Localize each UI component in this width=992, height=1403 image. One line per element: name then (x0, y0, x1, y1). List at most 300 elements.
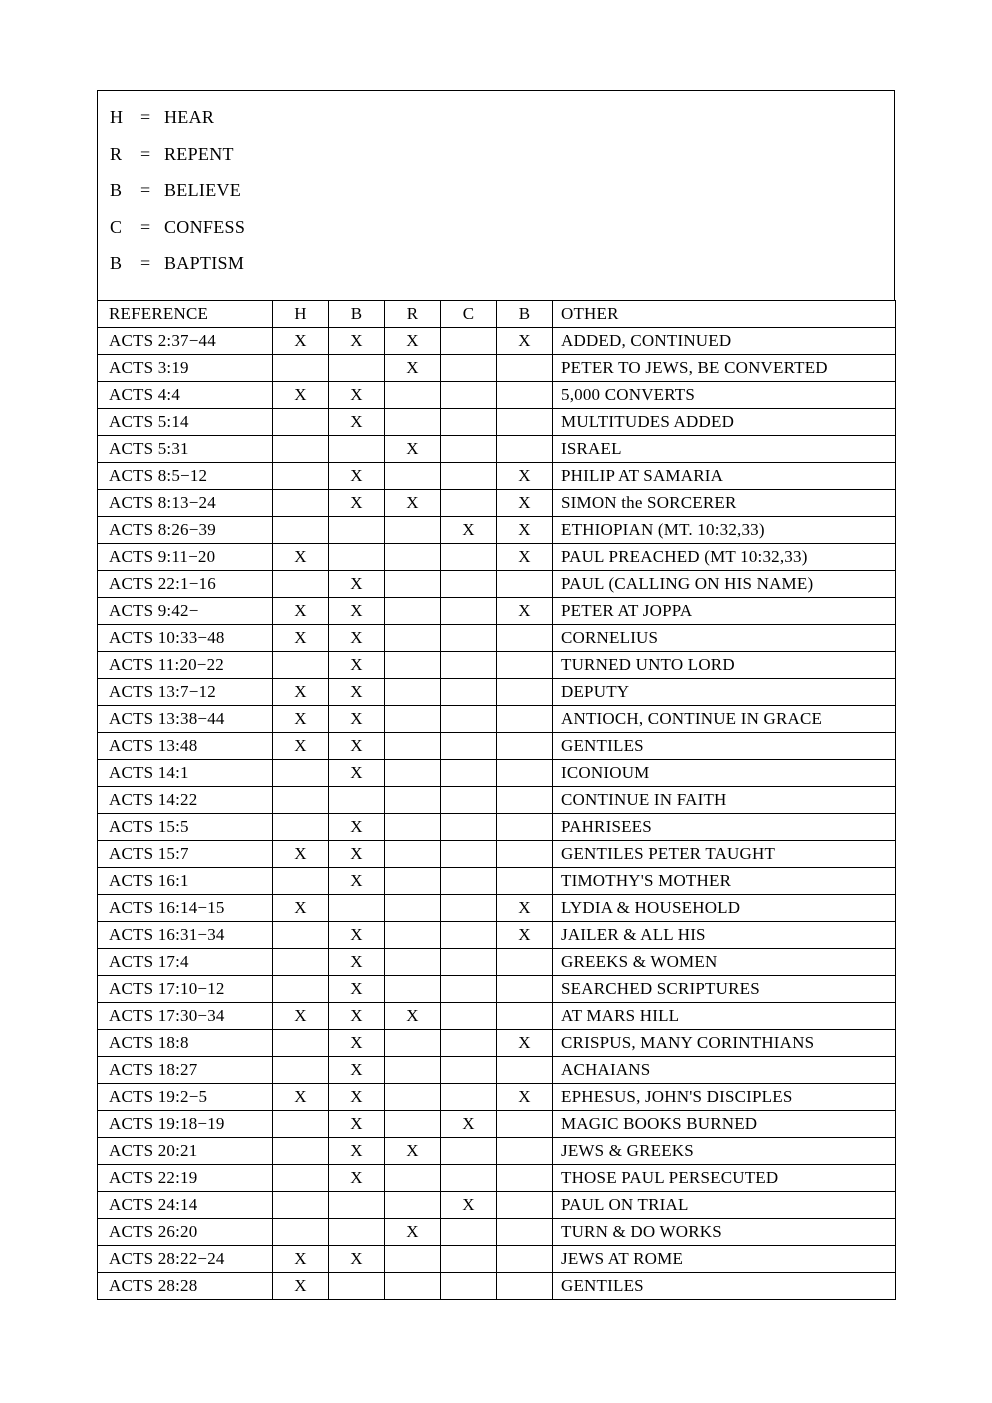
cell-mark-baptism (497, 570, 553, 597)
cell-mark-repent (385, 813, 441, 840)
table-row (98, 597, 896, 624)
cell-mark-hear (273, 1029, 329, 1056)
cell-mark-believe: X (329, 678, 385, 705)
cell-mark-baptism (497, 354, 553, 381)
cell-mark-confess (441, 624, 497, 651)
cell-mark-hear (273, 1056, 329, 1083)
cell-reference: ACTS 28:22−24 (98, 1245, 273, 1272)
column-header-baptism: B (497, 300, 553, 327)
cell-mark-believe: X (329, 462, 385, 489)
cell-mark-repent (385, 1272, 441, 1299)
table-row (98, 354, 896, 381)
cell-other: PAHRISEES (553, 813, 896, 840)
cell-mark-confess (441, 1272, 497, 1299)
cell-mark-hear: X (273, 543, 329, 570)
cell-mark-hear: X (273, 381, 329, 408)
cell-other: MULTITUDES ADDED (553, 408, 896, 435)
cell-mark-hear: X (273, 894, 329, 921)
cell-mark-baptism: X (497, 894, 553, 921)
cell-mark-confess (441, 705, 497, 732)
cell-other: JEWS AT ROME (553, 1245, 896, 1272)
cell-mark-baptism (497, 732, 553, 759)
cell-mark-hear (273, 867, 329, 894)
legend-item-hear (98, 107, 894, 144)
cell-other: PAUL (CALLING ON HIS NAME) (553, 570, 896, 597)
legend-item-believe (98, 180, 894, 217)
cell-reference: ACTS 18:27 (98, 1056, 273, 1083)
cell-mark-believe (329, 1272, 385, 1299)
legend-term: HEAR (164, 107, 215, 127)
cell-mark-repent (385, 867, 441, 894)
cell-mark-hear: X (273, 327, 329, 354)
cell-mark-confess (441, 1056, 497, 1083)
table-row (98, 1245, 896, 1272)
cell-mark-believe (329, 354, 385, 381)
cell-reference: ACTS 8:5−12 (98, 462, 273, 489)
cell-mark-repent (385, 543, 441, 570)
cell-mark-confess (441, 489, 497, 516)
cell-mark-hear: X (273, 705, 329, 732)
cell-mark-hear: X (273, 840, 329, 867)
cell-mark-believe: X (329, 975, 385, 1002)
legend-key: B (110, 180, 123, 200)
cell-mark-baptism: X (497, 597, 553, 624)
cell-reference: ACTS 22:19 (98, 1164, 273, 1191)
cell-mark-repent (385, 1083, 441, 1110)
table-row (98, 948, 896, 975)
table-row (98, 462, 896, 489)
cell-reference: ACTS 13:38−44 (98, 705, 273, 732)
cell-mark-believe: X (329, 1029, 385, 1056)
table-row (98, 408, 896, 435)
cell-other: GENTILES PETER TAUGHT (553, 840, 896, 867)
cell-mark-baptism (497, 759, 553, 786)
cell-reference: ACTS 26:20 (98, 1218, 273, 1245)
cell-mark-believe (329, 435, 385, 462)
cell-reference: ACTS 4:4 (98, 381, 273, 408)
cell-other: THOSE PAUL PERSECUTED (553, 1164, 896, 1191)
cell-mark-confess (441, 840, 497, 867)
cell-mark-confess (441, 759, 497, 786)
cell-mark-confess (441, 732, 497, 759)
cell-mark-repent (385, 462, 441, 489)
legend-term: REPENT (164, 143, 234, 164)
cell-mark-believe: X (329, 1083, 385, 1110)
cell-mark-confess (441, 678, 497, 705)
cell-mark-believe (329, 1191, 385, 1218)
cell-other: LYDIA & HOUSEHOLD (553, 894, 896, 921)
cell-other: TIMOTHY'S MOTHER (553, 867, 896, 894)
cell-mark-baptism (497, 1110, 553, 1137)
cell-other: GENTILES (553, 732, 896, 759)
cell-reference: ACTS 15:7 (98, 840, 273, 867)
cell-mark-believe: X (329, 840, 385, 867)
cell-mark-hear (273, 948, 329, 975)
cell-mark-confess (441, 408, 497, 435)
cell-reference: ACTS 22:1−16 (98, 570, 273, 597)
cell-mark-hear (273, 975, 329, 1002)
table-body (98, 327, 896, 1299)
table-header (98, 300, 896, 327)
cell-mark-repent (385, 921, 441, 948)
cell-mark-repent (385, 1191, 441, 1218)
cell-reference: ACTS 17:30−34 (98, 1002, 273, 1029)
cell-mark-repent (385, 786, 441, 813)
cell-mark-hear: X (273, 624, 329, 651)
cell-mark-baptism (497, 705, 553, 732)
cell-reference: ACTS 20:21 (98, 1137, 273, 1164)
cell-mark-repent (385, 759, 441, 786)
cell-mark-believe: X (329, 732, 385, 759)
cell-mark-repent (385, 381, 441, 408)
cell-mark-hear (273, 759, 329, 786)
cell-mark-believe: X (329, 921, 385, 948)
legend-item-baptism (98, 253, 894, 290)
legend-equals-sign: = (140, 216, 151, 237)
cell-mark-hear: X (273, 1272, 329, 1299)
cell-other: CORNELIUS (553, 624, 896, 651)
column-header-confess: C (441, 300, 497, 327)
table-row (98, 1029, 896, 1056)
cell-mark-baptism (497, 408, 553, 435)
table-row (98, 894, 896, 921)
cell-mark-believe: X (329, 1002, 385, 1029)
cell-mark-confess (441, 381, 497, 408)
cell-mark-hear (273, 435, 329, 462)
cell-mark-repent (385, 1164, 441, 1191)
cell-mark-baptism (497, 1137, 553, 1164)
cell-mark-believe (329, 786, 385, 813)
legend-key: C (110, 216, 123, 237)
column-header-repent: R (385, 300, 441, 327)
legend-term: BELIEVE (164, 180, 242, 200)
cell-mark-repent (385, 840, 441, 867)
cell-reference: ACTS 9:42− (98, 597, 273, 624)
cell-mark-confess (441, 948, 497, 975)
legend-equals-sign: = (140, 143, 151, 164)
cell-mark-baptism (497, 1218, 553, 1245)
cell-mark-confess (441, 597, 497, 624)
cell-mark-believe: X (329, 651, 385, 678)
cell-mark-hear (273, 516, 329, 543)
cell-reference: ACTS 14:22 (98, 786, 273, 813)
cell-mark-hear (273, 786, 329, 813)
table-row (98, 1002, 896, 1029)
cell-mark-hear (273, 354, 329, 381)
cell-mark-hear (273, 1137, 329, 1164)
table-row (98, 624, 896, 651)
table-row (98, 381, 896, 408)
cell-mark-confess (441, 1137, 497, 1164)
cell-reference: ACTS 5:31 (98, 435, 273, 462)
table-row (98, 516, 896, 543)
cell-reference: ACTS 28:28 (98, 1272, 273, 1299)
document-body (97, 90, 895, 1300)
cell-reference: ACTS 18:8 (98, 1029, 273, 1056)
cell-mark-confess (441, 975, 497, 1002)
cell-mark-baptism (497, 1272, 553, 1299)
cell-other: PETER TO JEWS, BE CONVERTED (553, 354, 896, 381)
cell-reference: ACTS 16:1 (98, 867, 273, 894)
cell-mark-hear (273, 651, 329, 678)
cell-mark-believe (329, 1218, 385, 1245)
cell-reference: ACTS 2:37−44 (98, 327, 273, 354)
cell-mark-hear (273, 489, 329, 516)
cell-mark-confess (441, 1164, 497, 1191)
conversion-reference-table (97, 300, 896, 1300)
cell-mark-repent (385, 408, 441, 435)
cell-reference: ACTS 19:2−5 (98, 1083, 273, 1110)
cell-reference: ACTS 8:26−39 (98, 516, 273, 543)
table-row (98, 435, 896, 462)
cell-mark-confess (441, 1083, 497, 1110)
cell-mark-hear: X (273, 1002, 329, 1029)
cell-mark-confess (441, 894, 497, 921)
legend-item-repent (98, 144, 894, 181)
cell-mark-hear (273, 1218, 329, 1245)
table-row (98, 840, 896, 867)
cell-mark-confess (441, 813, 497, 840)
cell-mark-baptism (497, 867, 553, 894)
cell-mark-baptism (497, 1002, 553, 1029)
table-row (98, 570, 896, 597)
cell-reference: ACTS 15:5 (98, 813, 273, 840)
cell-other: PAUL PREACHED (MT 10:32,33) (553, 543, 896, 570)
cell-mark-confess (441, 1029, 497, 1056)
cell-mark-baptism: X (497, 462, 553, 489)
cell-mark-believe (329, 516, 385, 543)
cell-mark-believe (329, 894, 385, 921)
cell-mark-repent: X (385, 1002, 441, 1029)
cell-other: ADDED, CONTINUED (553, 327, 896, 354)
cell-other: AT MARS HILL (553, 1002, 896, 1029)
table-row (98, 1218, 896, 1245)
cell-mark-baptism (497, 1245, 553, 1272)
table-row (98, 489, 896, 516)
cell-other: JEWS & GREEKS (553, 1137, 896, 1164)
cell-mark-baptism: X (497, 1029, 553, 1056)
cell-mark-believe: X (329, 327, 385, 354)
cell-mark-repent (385, 975, 441, 1002)
column-header-believe: B (329, 300, 385, 327)
legend-equals-sign: = (140, 107, 151, 127)
table-row (98, 921, 896, 948)
cell-mark-repent (385, 1029, 441, 1056)
cell-mark-believe: X (329, 597, 385, 624)
cell-mark-hear: X (273, 678, 329, 705)
cell-other: ETHIOPIAN (MT. 10:32,33) (553, 516, 896, 543)
cell-reference: ACTS 17:4 (98, 948, 273, 975)
cell-mark-baptism: X (497, 327, 553, 354)
cell-mark-baptism: X (497, 489, 553, 516)
cell-mark-repent (385, 705, 441, 732)
cell-mark-believe: X (329, 408, 385, 435)
cell-other: SIMON the SORCERER (553, 489, 896, 516)
cell-other: TURN & DO WORKS (553, 1218, 896, 1245)
cell-reference: ACTS 16:31−34 (98, 921, 273, 948)
cell-mark-baptism (497, 678, 553, 705)
cell-mark-hear (273, 1164, 329, 1191)
cell-reference: ACTS 8:13−24 (98, 489, 273, 516)
cell-other: ACHAIANS (553, 1056, 896, 1083)
table-row (98, 1110, 896, 1137)
cell-mark-baptism: X (497, 516, 553, 543)
table-row (98, 1056, 896, 1083)
cell-mark-repent: X (385, 354, 441, 381)
cell-mark-confess (441, 327, 497, 354)
cell-mark-believe: X (329, 867, 385, 894)
table-row (98, 813, 896, 840)
table-row (98, 786, 896, 813)
cell-other: DEPUTY (553, 678, 896, 705)
legend-equals-sign: = (140, 253, 151, 273)
cell-other: PETER AT JOPPA (553, 597, 896, 624)
cell-mark-hear (273, 1191, 329, 1218)
cell-mark-baptism (497, 381, 553, 408)
cell-mark-confess (441, 354, 497, 381)
table-header-row (98, 300, 896, 327)
cell-mark-hear: X (273, 1083, 329, 1110)
cell-mark-hear (273, 570, 329, 597)
cell-other: PHILIP AT SAMARIA (553, 462, 896, 489)
cell-mark-confess (441, 1245, 497, 1272)
cell-mark-confess (441, 1002, 497, 1029)
table-row (98, 1137, 896, 1164)
cell-mark-believe: X (329, 489, 385, 516)
cell-mark-repent (385, 1110, 441, 1137)
cell-mark-confess (441, 570, 497, 597)
cell-other: CRISPUS, MANY CORINTHIANS (553, 1029, 896, 1056)
column-header-other: OTHER (553, 300, 896, 327)
cell-mark-repent (385, 732, 441, 759)
cell-mark-believe: X (329, 948, 385, 975)
cell-mark-baptism: X (497, 921, 553, 948)
cell-mark-baptism: X (497, 1083, 553, 1110)
cell-mark-repent: X (385, 489, 441, 516)
table-row (98, 1272, 896, 1299)
cell-other: MAGIC BOOKS BURNED (553, 1110, 896, 1137)
cell-mark-repent: X (385, 327, 441, 354)
cell-mark-confess (441, 867, 497, 894)
cell-mark-hear: X (273, 1245, 329, 1272)
cell-mark-confess (441, 543, 497, 570)
cell-mark-confess (441, 786, 497, 813)
legend-key: B (110, 253, 123, 273)
cell-mark-baptism (497, 651, 553, 678)
cell-mark-repent (385, 570, 441, 597)
cell-mark-confess: X (441, 1110, 497, 1137)
cell-other: 5,000 CONVERTS (553, 381, 896, 408)
table-row (98, 1191, 896, 1218)
legend-term: CONFESS (164, 216, 246, 237)
cell-mark-hear: X (273, 732, 329, 759)
cell-other: GREEKS & WOMEN (553, 948, 896, 975)
cell-mark-repent (385, 678, 441, 705)
cell-other: GENTILES (553, 1272, 896, 1299)
table-row (98, 327, 896, 354)
cell-mark-believe: X (329, 813, 385, 840)
cell-mark-believe: X (329, 1164, 385, 1191)
cell-mark-believe: X (329, 624, 385, 651)
cell-mark-believe: X (329, 1137, 385, 1164)
cell-mark-repent (385, 1245, 441, 1272)
cell-mark-confess: X (441, 516, 497, 543)
cell-mark-baptism (497, 624, 553, 651)
cell-mark-confess (441, 1218, 497, 1245)
cell-mark-repent: X (385, 1218, 441, 1245)
cell-mark-believe: X (329, 705, 385, 732)
cell-other: TURNED UNTO LORD (553, 651, 896, 678)
cell-mark-confess (441, 435, 497, 462)
cell-other: PAUL ON TRIAL (553, 1191, 896, 1218)
cell-mark-repent: X (385, 435, 441, 462)
cell-mark-hear (273, 408, 329, 435)
cell-mark-hear: X (273, 597, 329, 624)
cell-reference: ACTS 5:14 (98, 408, 273, 435)
table-row (98, 1083, 896, 1110)
table-row (98, 867, 896, 894)
cell-reference: ACTS 24:14 (98, 1191, 273, 1218)
cell-mark-baptism (497, 786, 553, 813)
table-row (98, 759, 896, 786)
cell-mark-hear (273, 813, 329, 840)
legend-term: BAPTISM (164, 253, 245, 273)
cell-mark-baptism (497, 1191, 553, 1218)
cell-other: SEARCHED SCRIPTURES (553, 975, 896, 1002)
cell-mark-believe (329, 543, 385, 570)
cell-other: ANTIOCH, CONTINUE IN GRACE (553, 705, 896, 732)
table-row (98, 543, 896, 570)
cell-reference: ACTS 13:7−12 (98, 678, 273, 705)
legend-key: R (110, 143, 123, 164)
cell-mark-believe: X (329, 570, 385, 597)
legend-box (97, 90, 895, 300)
cell-mark-believe: X (329, 381, 385, 408)
legend-equals-sign: = (140, 180, 151, 200)
cell-mark-repent (385, 894, 441, 921)
cell-reference: ACTS 16:14−15 (98, 894, 273, 921)
cell-mark-confess (441, 921, 497, 948)
cell-mark-hear (273, 462, 329, 489)
cell-mark-repent: X (385, 1137, 441, 1164)
cell-mark-baptism: X (497, 543, 553, 570)
cell-mark-hear (273, 1110, 329, 1137)
cell-reference: ACTS 10:33−48 (98, 624, 273, 651)
cell-mark-baptism (497, 975, 553, 1002)
table-row (98, 651, 896, 678)
cell-reference: ACTS 3:19 (98, 354, 273, 381)
legend-item-confess (98, 217, 894, 254)
cell-reference: ACTS 11:20−22 (98, 651, 273, 678)
cell-other: CONTINUE IN FAITH (553, 786, 896, 813)
cell-mark-baptism (497, 840, 553, 867)
cell-mark-repent (385, 1056, 441, 1083)
cell-mark-confess: X (441, 1191, 497, 1218)
cell-other: ICONIOUM (553, 759, 896, 786)
cell-reference: ACTS 19:18−19 (98, 1110, 273, 1137)
cell-mark-baptism (497, 435, 553, 462)
cell-mark-repent (385, 624, 441, 651)
cell-mark-repent (385, 948, 441, 975)
table-row (98, 732, 896, 759)
cell-mark-repent (385, 651, 441, 678)
cell-other: ISRAEL (553, 435, 896, 462)
cell-mark-repent (385, 516, 441, 543)
column-header-hear: H (273, 300, 329, 327)
cell-mark-believe: X (329, 759, 385, 786)
cell-mark-baptism (497, 813, 553, 840)
cell-reference: ACTS 9:11−20 (98, 543, 273, 570)
